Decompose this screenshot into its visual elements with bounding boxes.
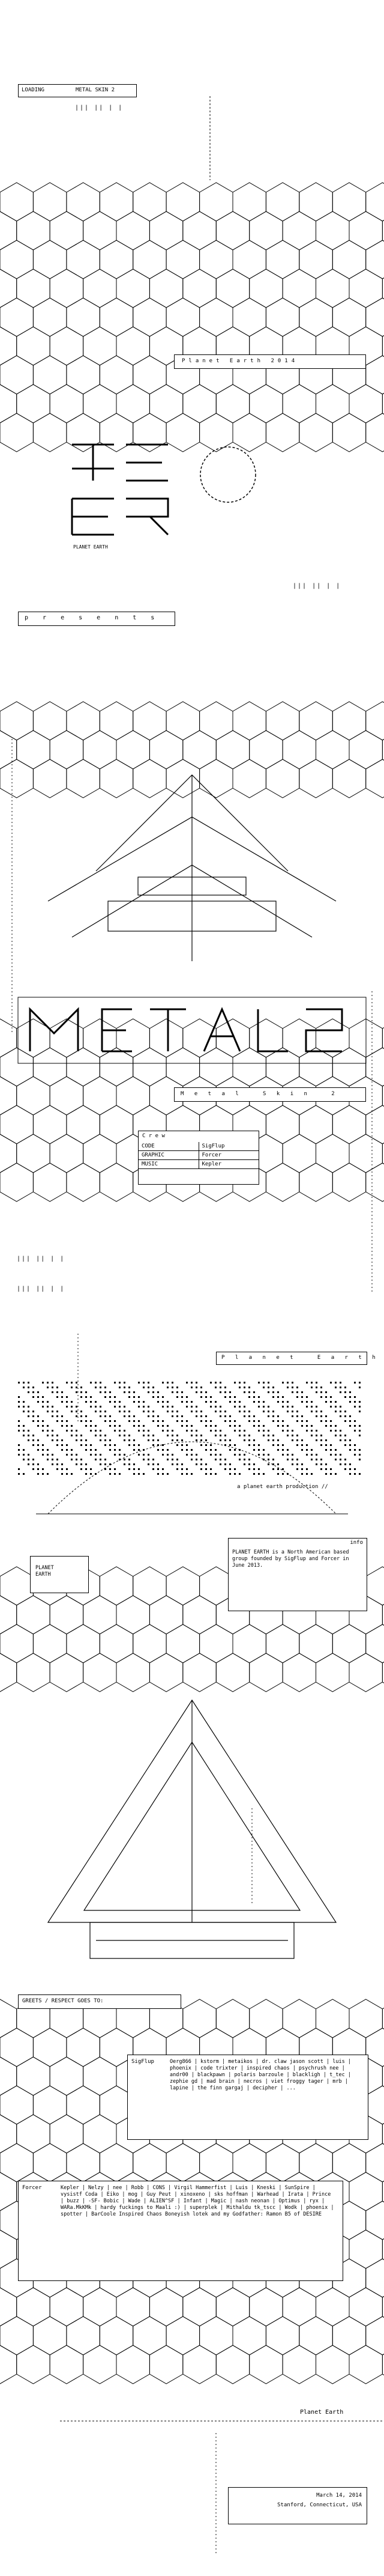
planet-earth-banner xyxy=(174,354,366,369)
footer-location: Stanford, Connecticut, USA xyxy=(277,2502,362,2508)
greets-forcer-name: Forcer xyxy=(22,2185,42,2191)
metal-skin-logo-art xyxy=(18,997,366,1063)
small-logo-text: PLANET EARTH xyxy=(35,1565,54,1578)
greets-sigflup-text: Oerg866 | kstorm | metaikos | dr. claw jason scott | luis | phoenix | code trixter | inspired chaos | psychrush nee | andr00 | blackpawn | polaris barzoule | blackligh | t_tec | zephie gd | mad brain | necros | viet froggy tager | mrb | lapine | the finn gargaj | decipher | ... xyxy=(170,2059,351,2091)
footer-date: March 14, 2014 xyxy=(316,2492,362,2499)
signature-bars-4: ||| || | | xyxy=(17,1286,65,1292)
product-title-box xyxy=(174,1087,366,1102)
production-line: a planet earth production // xyxy=(237,1484,328,1490)
crew-box xyxy=(138,1131,259,1185)
planet-earth-logo-art xyxy=(72,445,256,535)
greets-forcer-text: Kepler | Nelzy | nee | Robb | CONS | Virgil Hammerfist | Luis | Kneski | SunSpire | vysistf Coda | Eiko | mog | Guy Peut | xinoxeno | sks hoffman | Warhead | Irata | Prince | buzz | -SF- Bobic | Wade | ALIEN^SF | Infant | Magic | nash neonan | Optimus | ryx | WARa.MkKMk | hardy fuckings to Maali :) | superplek | Mithaldu tk_tscc | Wodk | phoenix | spotter | BarCoole Inspired Chaos Boneyish lotek and my Godfather: Ramon B5 of DESIRE xyxy=(61,2185,334,2217)
crew-table xyxy=(139,1142,259,1169)
crew-role: CODE xyxy=(139,1142,199,1151)
loading-box xyxy=(18,84,137,97)
crew-row xyxy=(139,1160,259,1169)
footer-group: Planet Earth xyxy=(300,2409,344,2416)
greets-box xyxy=(18,1994,181,2009)
pyramid-ascii-art xyxy=(48,1700,336,1958)
info-text: PLANET EARTH is a North American based group founded by SigFlup and Forcer in June 2013. xyxy=(232,1549,349,1569)
signature-bars-3: ||| || | | xyxy=(17,1256,65,1262)
pe-banner-box xyxy=(216,1352,379,1365)
signature-bars: ||| || | | xyxy=(75,105,124,111)
greets-forcer-box xyxy=(18,2181,343,2281)
crew-row xyxy=(139,1142,259,1151)
presents-box xyxy=(18,612,175,626)
presents-label: p r e s e n t s xyxy=(25,615,160,621)
info-tab: info xyxy=(350,1540,363,1546)
pe-banner-text: P l a n e t E a r t h xyxy=(221,1355,379,1361)
crew-name: Forcer xyxy=(199,1151,259,1160)
logo-text: PLANET EARTH xyxy=(73,544,108,550)
info-box xyxy=(228,1538,367,1611)
crew-name: Kepler xyxy=(199,1160,259,1169)
crew-role: GRAPHIC xyxy=(139,1151,199,1160)
crew-role: MUSIC xyxy=(139,1160,199,1169)
spaceship-ascii-art xyxy=(48,775,336,961)
banner-title: Planet Earth 2014 xyxy=(182,358,299,364)
loading-label: LOADING xyxy=(22,87,44,93)
greets-sigflup-box xyxy=(127,2055,368,2140)
product-title: M e t a l S k i n 2 xyxy=(181,1091,338,1097)
dotted-planet-earth-logo xyxy=(18,1382,361,1475)
signature-bars-2: ||| || | | xyxy=(293,583,341,589)
greets-sigflup-name: SigFlup xyxy=(131,2059,154,2065)
loading-product: METAL SKIN 2 xyxy=(76,87,115,93)
crew-header: C r e w xyxy=(142,1133,165,1139)
footer-box xyxy=(228,2487,367,2524)
crew-row xyxy=(139,1151,259,1160)
dome-ascii-art xyxy=(36,1442,348,1514)
small-logo-box xyxy=(30,1556,89,1593)
crew-name: SigFlup xyxy=(199,1142,259,1151)
greets-label: GREETS / RESPECT GOES TO: xyxy=(22,1998,104,2004)
